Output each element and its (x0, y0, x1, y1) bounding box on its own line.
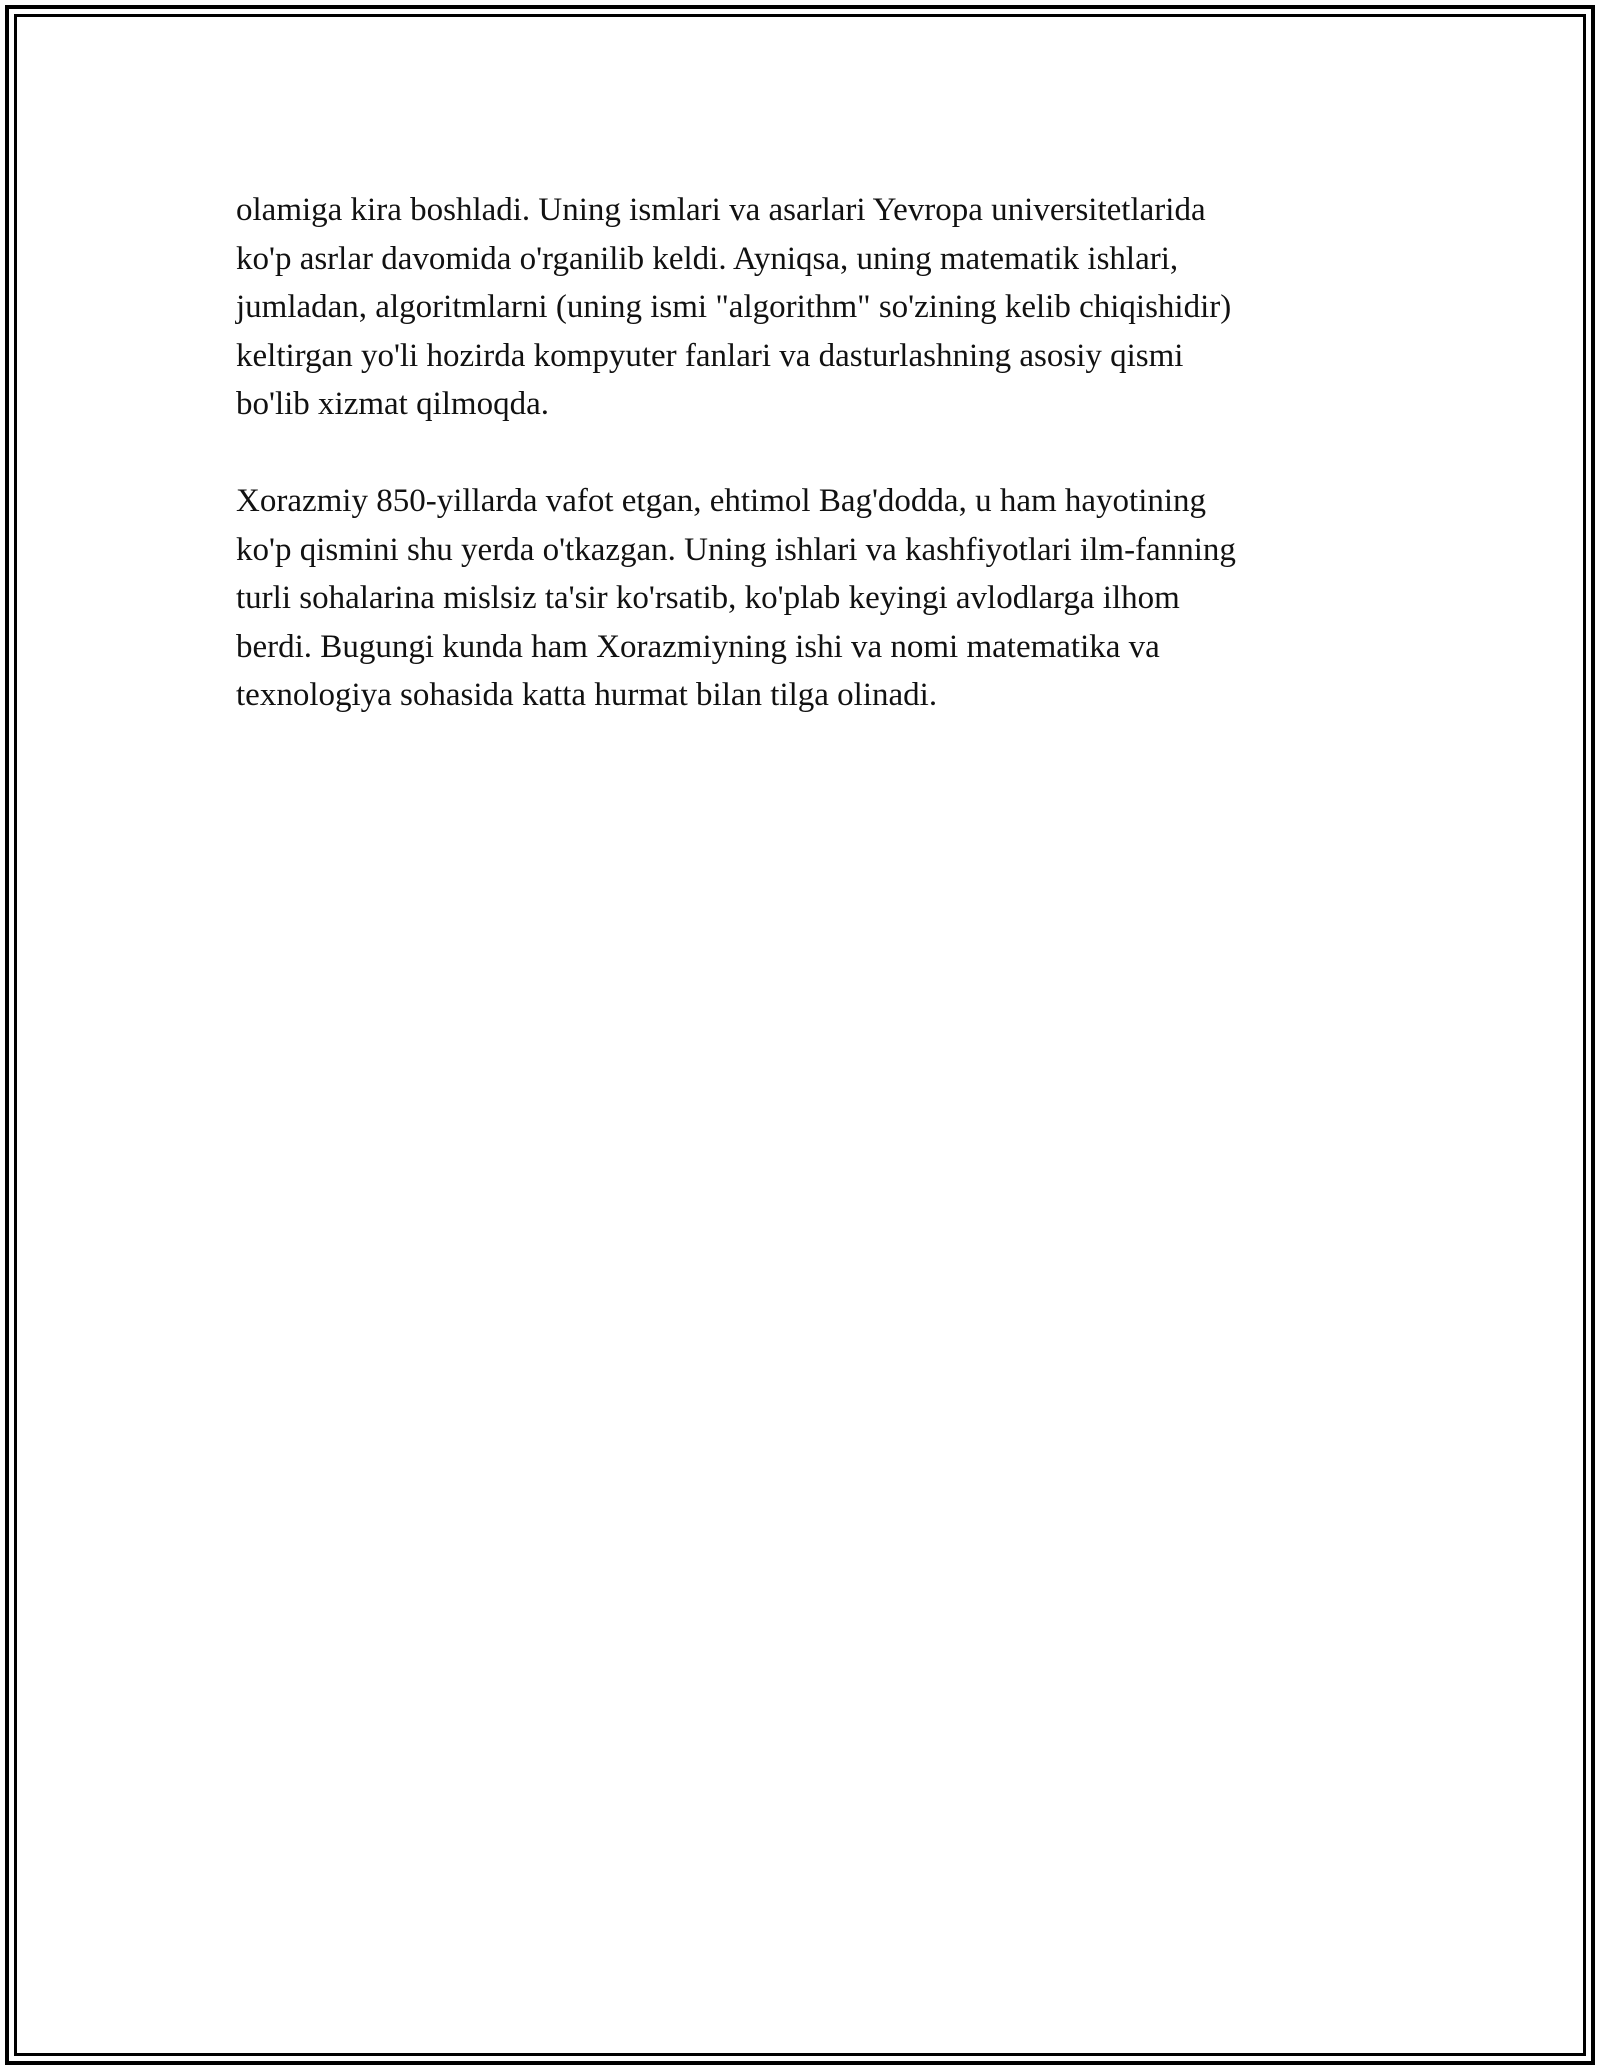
text-line: olamiga kira boshladi. Uning ismlari va asarlari Yevropa universitetlarida (236, 192, 1206, 228)
text-line: ko'p asrlar davomida o'rganilib keldi. Ayniqsa, uning matematik ishlari, (236, 240, 1179, 277)
text-line: texnologiya sohasida katta hurmat bilan tilga olinadi. (236, 677, 938, 713)
text-line: Xorazmiy 850-yillarda vafot etgan, ehtimol Bag'dodda, u ham hayotining (236, 483, 1207, 519)
paragraph-1 (236, 186, 1386, 429)
text-line: bo'lib xizmat qilmoqda. (236, 386, 549, 422)
text-line: ko'p qismini shu yerda o'tkazgan. Uning ishlari va kashfiyotlari ilm-fanning (236, 531, 1236, 568)
text-line: keltirgan yo'li hozirda kompyuter fanlari va dasturlashning asosiy qismi (236, 337, 1184, 374)
paragraph-2 (236, 477, 1386, 720)
document-body (236, 186, 1386, 720)
text-line: berdi. Bugungi kunda ham Xorazmiyning ishi va nomi matematika va (236, 628, 1160, 665)
text-line: turli sohalarina mislsiz ta'sir ko'rsatib, ko'plab keyingi avlodlarga ilhom (236, 580, 1180, 616)
paragraph-spacer (236, 429, 1386, 478)
text-line: jumladan, algoritmlarni (uning ismi "algorithm" so'zining kelib chiqishidir) (236, 289, 1232, 325)
